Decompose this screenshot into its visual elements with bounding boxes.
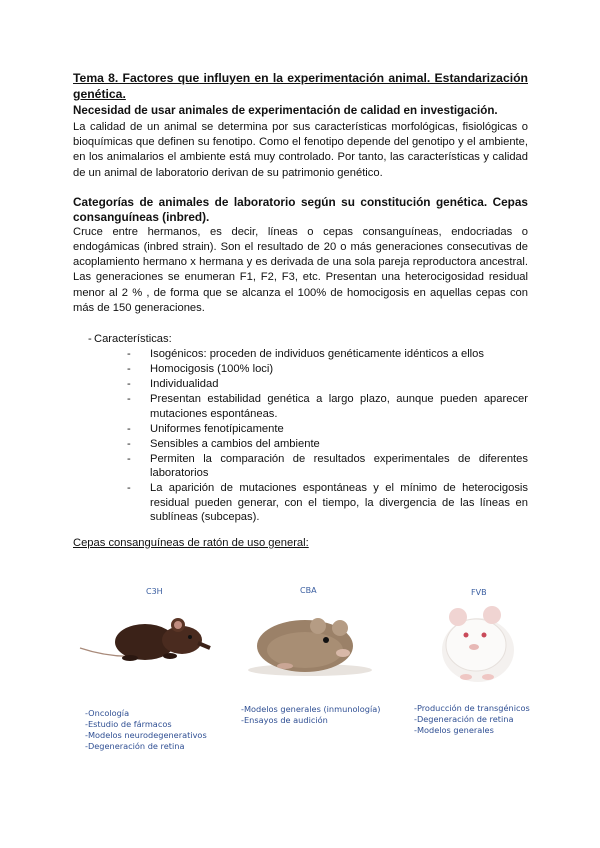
list-item: -Producción de transgénicos <box>414 703 530 713</box>
strains-heading: Cepas consanguíneas de ratón de uso general: <box>73 536 309 549</box>
list-item: -Modelos generales (inmunología) <box>241 704 381 714</box>
list-item: - Permiten la comparación de resultados experimentales de diferentes laboratorios <box>127 452 528 480</box>
section-2-heading: Categorías de animales de laboratorio según su constitución genética. Cepas consanguíneas (inbred). <box>73 194 528 224</box>
c3h-mouse-image <box>70 600 220 670</box>
strain-name-fvb: FVB <box>471 588 487 597</box>
dash-bullet: - <box>88 333 92 346</box>
c3h-uses-list <box>85 708 207 752</box>
list-item: - La aparición de mutaciones espontáneas y el mínimo de heterocigosis residual pueden generar, con el tiempo, la divergencia de las líneas en sublíneas (subcepas). <box>127 482 528 524</box>
list-item: -Modelos neurodegenerativos <box>85 730 207 740</box>
list-item: - Isogénicos: proceden de individuos genéticamente idénticos a ellos <box>127 348 484 361</box>
section-1-heading: Necesidad de usar animales de experimentación de calidad en investigación. <box>73 104 498 117</box>
characteristics-list <box>73 332 528 525</box>
list-item: -Oncología <box>85 708 130 718</box>
strains-figure <box>0 580 600 760</box>
document-page <box>73 70 528 549</box>
intro-paragraph: La calidad de un animal se determina por sus características morfológicas, fisiológicas o bioquímicas que definen su fenotipo. Como el fenotipo depende del genotipo y el ambiente, en los animalarios el ambiente está muy controlado. Por tanto, las características y calidad de un animal de laboratorio derivan de su patrimonio genético. <box>73 121 528 179</box>
section-2-paragraph: Cruce entre hermanos, es decir, líneas o cepas consanguíneas, endocriadas o endogámicas (inbred strain). Son el resultado de 20 o más generaciones consecutivas de acoplamiento hermano x hermana y es derivada de una sola pareja reproductora ancestral. Las generaciones se enumeran F1, F2, F3, etc. Presentan una heterocigosidad residual menor al 2 % , de forma que se alcanza el 100% de homocigosis en aquellas cepas con más de 150 generaciones. <box>73 225 528 314</box>
list-item: - Presentan estabilidad genética a largo plazo, aunque pueden aparecer mutaciones espontáneas. <box>127 393 528 420</box>
page-title: Tema 8. Factores que influyen en la experimentación animal. Estandarización genética. <box>73 71 528 101</box>
strain-name-cba: CBA <box>300 586 317 595</box>
fvb-mouse-image <box>418 595 538 695</box>
characteristics-item <box>73 332 528 525</box>
list-item: - Uniformes fenotípicamente <box>127 422 284 435</box>
list-item: -Degeneración de retina <box>414 714 514 724</box>
characteristics-sublist <box>94 347 528 525</box>
list-item: -Ensayos de audición <box>241 715 328 725</box>
list-item: -Estudio de fármacos <box>85 719 172 729</box>
characteristics-label: Características: <box>94 333 172 346</box>
fvb-uses-list <box>414 703 530 736</box>
list-item: - Sensibles a cambios del ambiente <box>127 437 320 450</box>
list-item: -Degeneración de retina <box>85 741 185 751</box>
list-item: - Individualidad <box>127 378 219 391</box>
list-item: -Modelos generales <box>414 725 494 735</box>
cba-mouse-image <box>240 598 380 678</box>
cba-uses-list <box>241 704 380 726</box>
strain-name-c3h: C3H <box>146 587 163 596</box>
list-item: - Homocigosis (100% loci) <box>127 363 274 376</box>
